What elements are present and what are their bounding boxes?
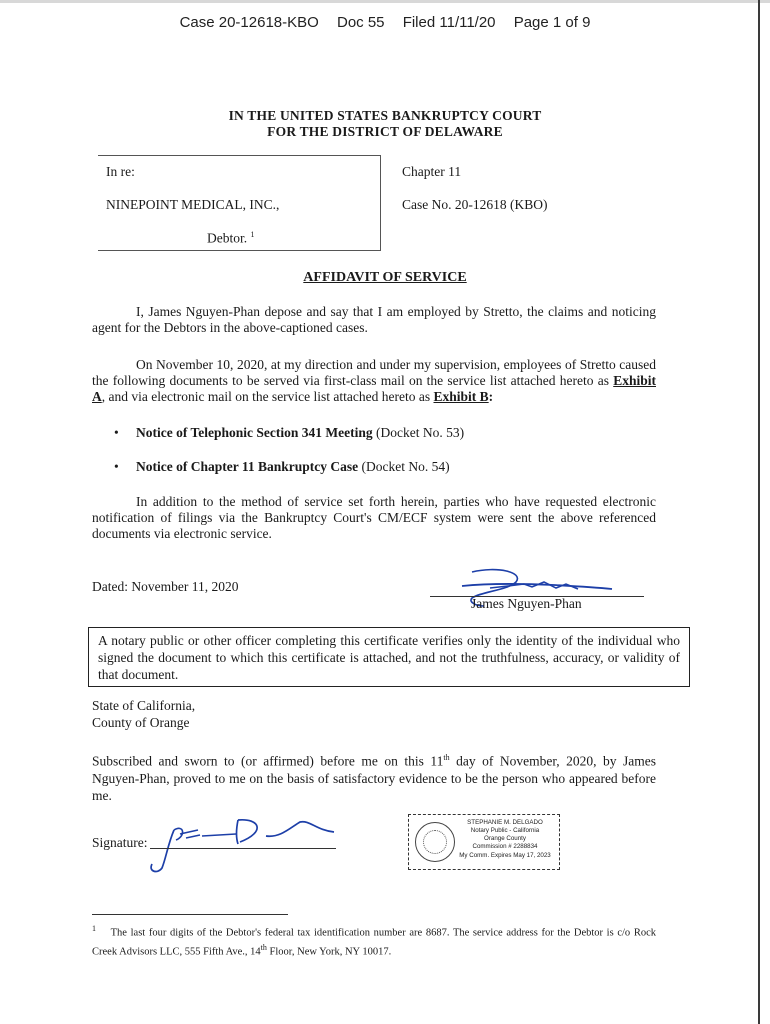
page-top-edge: [0, 0, 770, 3]
footnote-rule: [92, 914, 288, 915]
paragraph-service: [92, 357, 656, 405]
exhibit-b-ref: Exhibit B: [433, 389, 489, 404]
debtor-label: [207, 230, 255, 247]
exhibit-a-ref: Exhibit A: [92, 373, 656, 404]
court-line-1: IN THE UNITED STATES BANKRUPTCY COURT: [228, 108, 542, 123]
notary-notice-box: [88, 627, 690, 687]
notary-signature: [140, 814, 340, 874]
chapter-label: Chapter 11: [402, 164, 462, 179]
dated-line: Dated: November 11, 2020: [92, 579, 239, 594]
bullet-doc-title: Notice of Telephonic Section 341 Meeting: [136, 425, 373, 440]
in-re-label: In re:: [106, 164, 135, 179]
footnote-text-end: Floor, New York, NY 10017.: [266, 946, 392, 957]
jurat-text-b: day of November, 2020, by James Nguyen-Phan, proved to me on the basis of satisfactory evidence to be the person who appeared before me.: [92, 753, 656, 803]
bullet-docket: (Docket No. 53): [372, 425, 465, 440]
page-right-edge: [758, 0, 760, 1024]
case-number: Case 20-12618-KBO: [179, 14, 319, 31]
notary-notice-text: A notary public or other officer completing this certificate verifies only the identity of the individual who signed the document to which this certificate is attached, and not the truthfulness, accuracy, or validity of that document.: [98, 633, 680, 682]
bullet-doc-title: Notice of Chapter 11 Bankruptcy Case: [136, 459, 359, 474]
stamp-title: Notary Public - California: [470, 827, 540, 834]
court-heading: [0, 108, 770, 140]
affiant-name: James Nguyen-Phan: [471, 596, 582, 611]
service-text-c: :: [488, 389, 494, 404]
jurat-paragraph: [92, 749, 656, 804]
venue-county: County of Orange: [92, 715, 190, 730]
paragraph-employment-text: I, James Nguyen-Phan depose and say that I am employed by Stretto, the claims and noticing agent for the Debtors in the above-captioned cases.: [92, 304, 656, 335]
footnote-sup: th: [260, 942, 267, 952]
footnote-mark: 1: [92, 924, 96, 933]
service-text-b: , and via electronic mail on the service list attached hereto as: [101, 389, 434, 404]
footnote-ref: 1: [250, 230, 255, 239]
venue-state: State of California,: [92, 698, 196, 713]
notary-signature-line: [150, 848, 336, 849]
ecf-header: [0, 14, 770, 31]
paragraph-cmecf-text: In addition to the method of service set forth herein, parties who have requested electronic notification of filings via the Bankruptcy Court's CM/ECF system were sent the above referenced documents via electronic service.: [92, 494, 656, 541]
paragraph-cmecf: [92, 494, 656, 542]
service-text-a: On November 10, 2020, at my direction and under my supervision, employees of Stretto caused the following documents to be served via first-class mail on the service list attached hereto as: [92, 357, 656, 388]
footnote: [92, 922, 656, 959]
bullet-item: • Notice of Telephonic Section 341 Meeting (Docket No. 53): [114, 425, 465, 440]
footnote-text: The last four digits of the Debtor's federal tax identification number are 8687. The service address for the Debtor is c/o Rock Creek Advisors LLC, 555 Fifth Ave., 14: [92, 927, 656, 957]
filed-date: Filed 11/11/20: [402, 14, 496, 31]
bullet-docket: (Docket No. 54): [358, 459, 450, 474]
stamp-county: Orange County: [484, 835, 526, 842]
stamp-commission: Commission # 2288834: [472, 843, 538, 850]
stamp-name: STEPHANIE M. DELGADO: [467, 819, 543, 826]
signature-label: Signature:: [92, 835, 148, 850]
notary-stamp: [408, 814, 560, 870]
case-no: Case No. 20-12618 (KBO): [402, 197, 548, 212]
page-count: Page 1 of 9: [513, 14, 591, 31]
stamp-expiry: My Comm. Expires May 17, 2023: [459, 852, 551, 859]
document-title: AFFIDAVIT OF SERVICE: [303, 270, 467, 285]
paragraph-employment: [92, 304, 656, 336]
court-line-2: FOR THE DISTRICT OF DELAWARE: [267, 124, 503, 139]
jurat-text-a: Subscribed and sworn to (or affirmed) before me on this 11: [92, 753, 444, 769]
bullet-item: • Notice of Chapter 11 Bankruptcy Case (Docket No. 54): [114, 459, 450, 474]
debtor-label-text: Debtor.: [207, 230, 248, 246]
state-seal-icon: [415, 822, 455, 862]
doc-number: Doc 55: [336, 14, 385, 31]
debtor-name: NINEPOINT MEDICAL, INC.,: [106, 197, 280, 212]
jurat-sup: th: [443, 753, 450, 762]
